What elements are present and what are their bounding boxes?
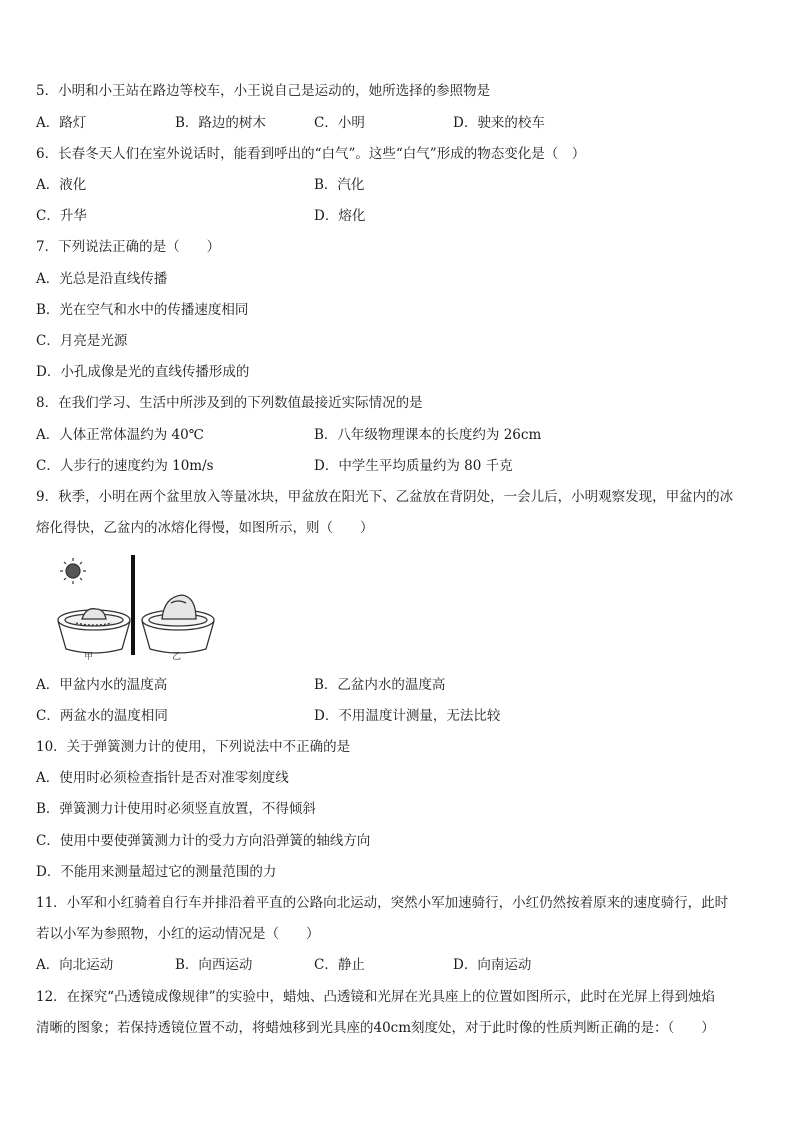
q7-option-c: C．月亮是光源: [36, 333, 128, 349]
q5-option-a: A．路灯: [36, 115, 87, 131]
q5-option-d: D．驶来的校车: [453, 115, 545, 131]
q7-stem: 7．下列说法正确的是（ ）: [36, 239, 221, 255]
q9-stem-line1: 9．秋季，小明在两个盆里放入等量冰块，甲盆放在阳光下、乙盆放在背阴处，一会儿后，小明观察发现，甲盆内的冰: [36, 489, 734, 505]
q12-stem-line2: 清晰的图象；若保持透镜位置不动，将蜡烛移到光具座的40cm刻度处，对于此时像的性质判断正确的是：（ ）: [36, 1020, 715, 1036]
q6-option-d: D．熔化: [314, 208, 366, 224]
basin-yi: [142, 595, 214, 653]
q11-option-d: D．向南运动: [453, 957, 532, 973]
basin-jia: [58, 609, 130, 653]
q6-option-c: C．升华: [36, 208, 87, 224]
label-yi: 乙: [172, 652, 182, 661]
q6-stem: 6．长春冬天人们在室外说话时，能看到呼出的“白气”。这些“白气”形成的物态变化是（ ）: [36, 146, 586, 162]
q9-option-b: B．乙盆内水的温度高: [314, 677, 446, 693]
q7-option-d: D．小孔成像是光的直线传播形成的: [36, 364, 250, 380]
divider-wall: [131, 555, 135, 655]
q12-stem-line1: 12．在探究“凸透镜成像规律”的实验中，蜡烛、凸透镜和光屏在光具座上的位置如图所示，此时在光屏上得到烛焰: [36, 989, 715, 1005]
q7-option-b: B．光在空气和水中的传播速度相同: [36, 302, 249, 318]
q6-option-a: A．液化: [36, 177, 87, 193]
q5-option-c: C．小明: [314, 115, 365, 131]
q9-option-a: A．甲盆内水的温度高: [36, 677, 168, 693]
q10-option-c: C．使用中要使弹簧测力计的受力方向沿弹簧的轴线方向: [36, 833, 371, 849]
q9-option-d: D．不用温度计测量，无法比较: [314, 708, 501, 724]
q11-option-a: A．向北运动: [36, 957, 114, 973]
ice-basins-figure: [36, 553, 254, 661]
q11-option-c: C．静止: [314, 957, 365, 973]
q6-option-b: B．汽化: [314, 177, 365, 193]
q11-stem-line1: 11．小军和小红骑着自行车并排沿着平直的公路向北运动，突然小军加速骑行，小红仍然按着原来的速度骑行，此时: [36, 895, 729, 911]
q10-stem: 10．关于弹簧测力计的使用，下列说法中不正确的是: [36, 739, 351, 755]
ice-block-large: [162, 595, 196, 619]
q10-option-d: D．不能用来测量超过它的测量范围的力: [36, 864, 277, 880]
q8-option-d: D．中学生平均质量约为 80 千克: [314, 458, 513, 474]
label-jia: 甲: [84, 652, 94, 661]
q9-stem-line2: 熔化得快，乙盆内的冰熔化得慢，如图所示，则（ ）: [36, 520, 374, 536]
q8-option-c: C．人步行的速度约为 10m/s: [36, 458, 214, 474]
q7-option-a: A．光总是沿直线传播: [36, 271, 168, 287]
q10-option-a: A．使用时必须检查指针是否对准零刻度线: [36, 770, 289, 786]
q8-stem: 8．在我们学习、生活中所涉及到的下列数值最接近实际情况的是: [36, 395, 423, 411]
q5-option-b: B．路边的树木: [175, 115, 266, 131]
sun-icon: [60, 558, 86, 584]
q11-option-b: B．向西运动: [175, 957, 253, 973]
q8-option-a: A．人体正常体温约为 40℃: [36, 427, 204, 443]
q11-stem-line2: 若以小军为参照物，小红的运动情况是（ ）: [36, 926, 320, 942]
q9-option-c: C．两盆水的温度相同: [36, 708, 168, 724]
q10-option-b: B．弹簧测力计使用时必须竖直放置，不得倾斜: [36, 801, 316, 817]
q5-stem: 5．小明和小王站在路边等校车，小王说自己是运动的，她所选择的参照物是: [36, 83, 491, 99]
q8-option-b: B．八年级物理课本的长度约为 26cm: [314, 427, 542, 443]
